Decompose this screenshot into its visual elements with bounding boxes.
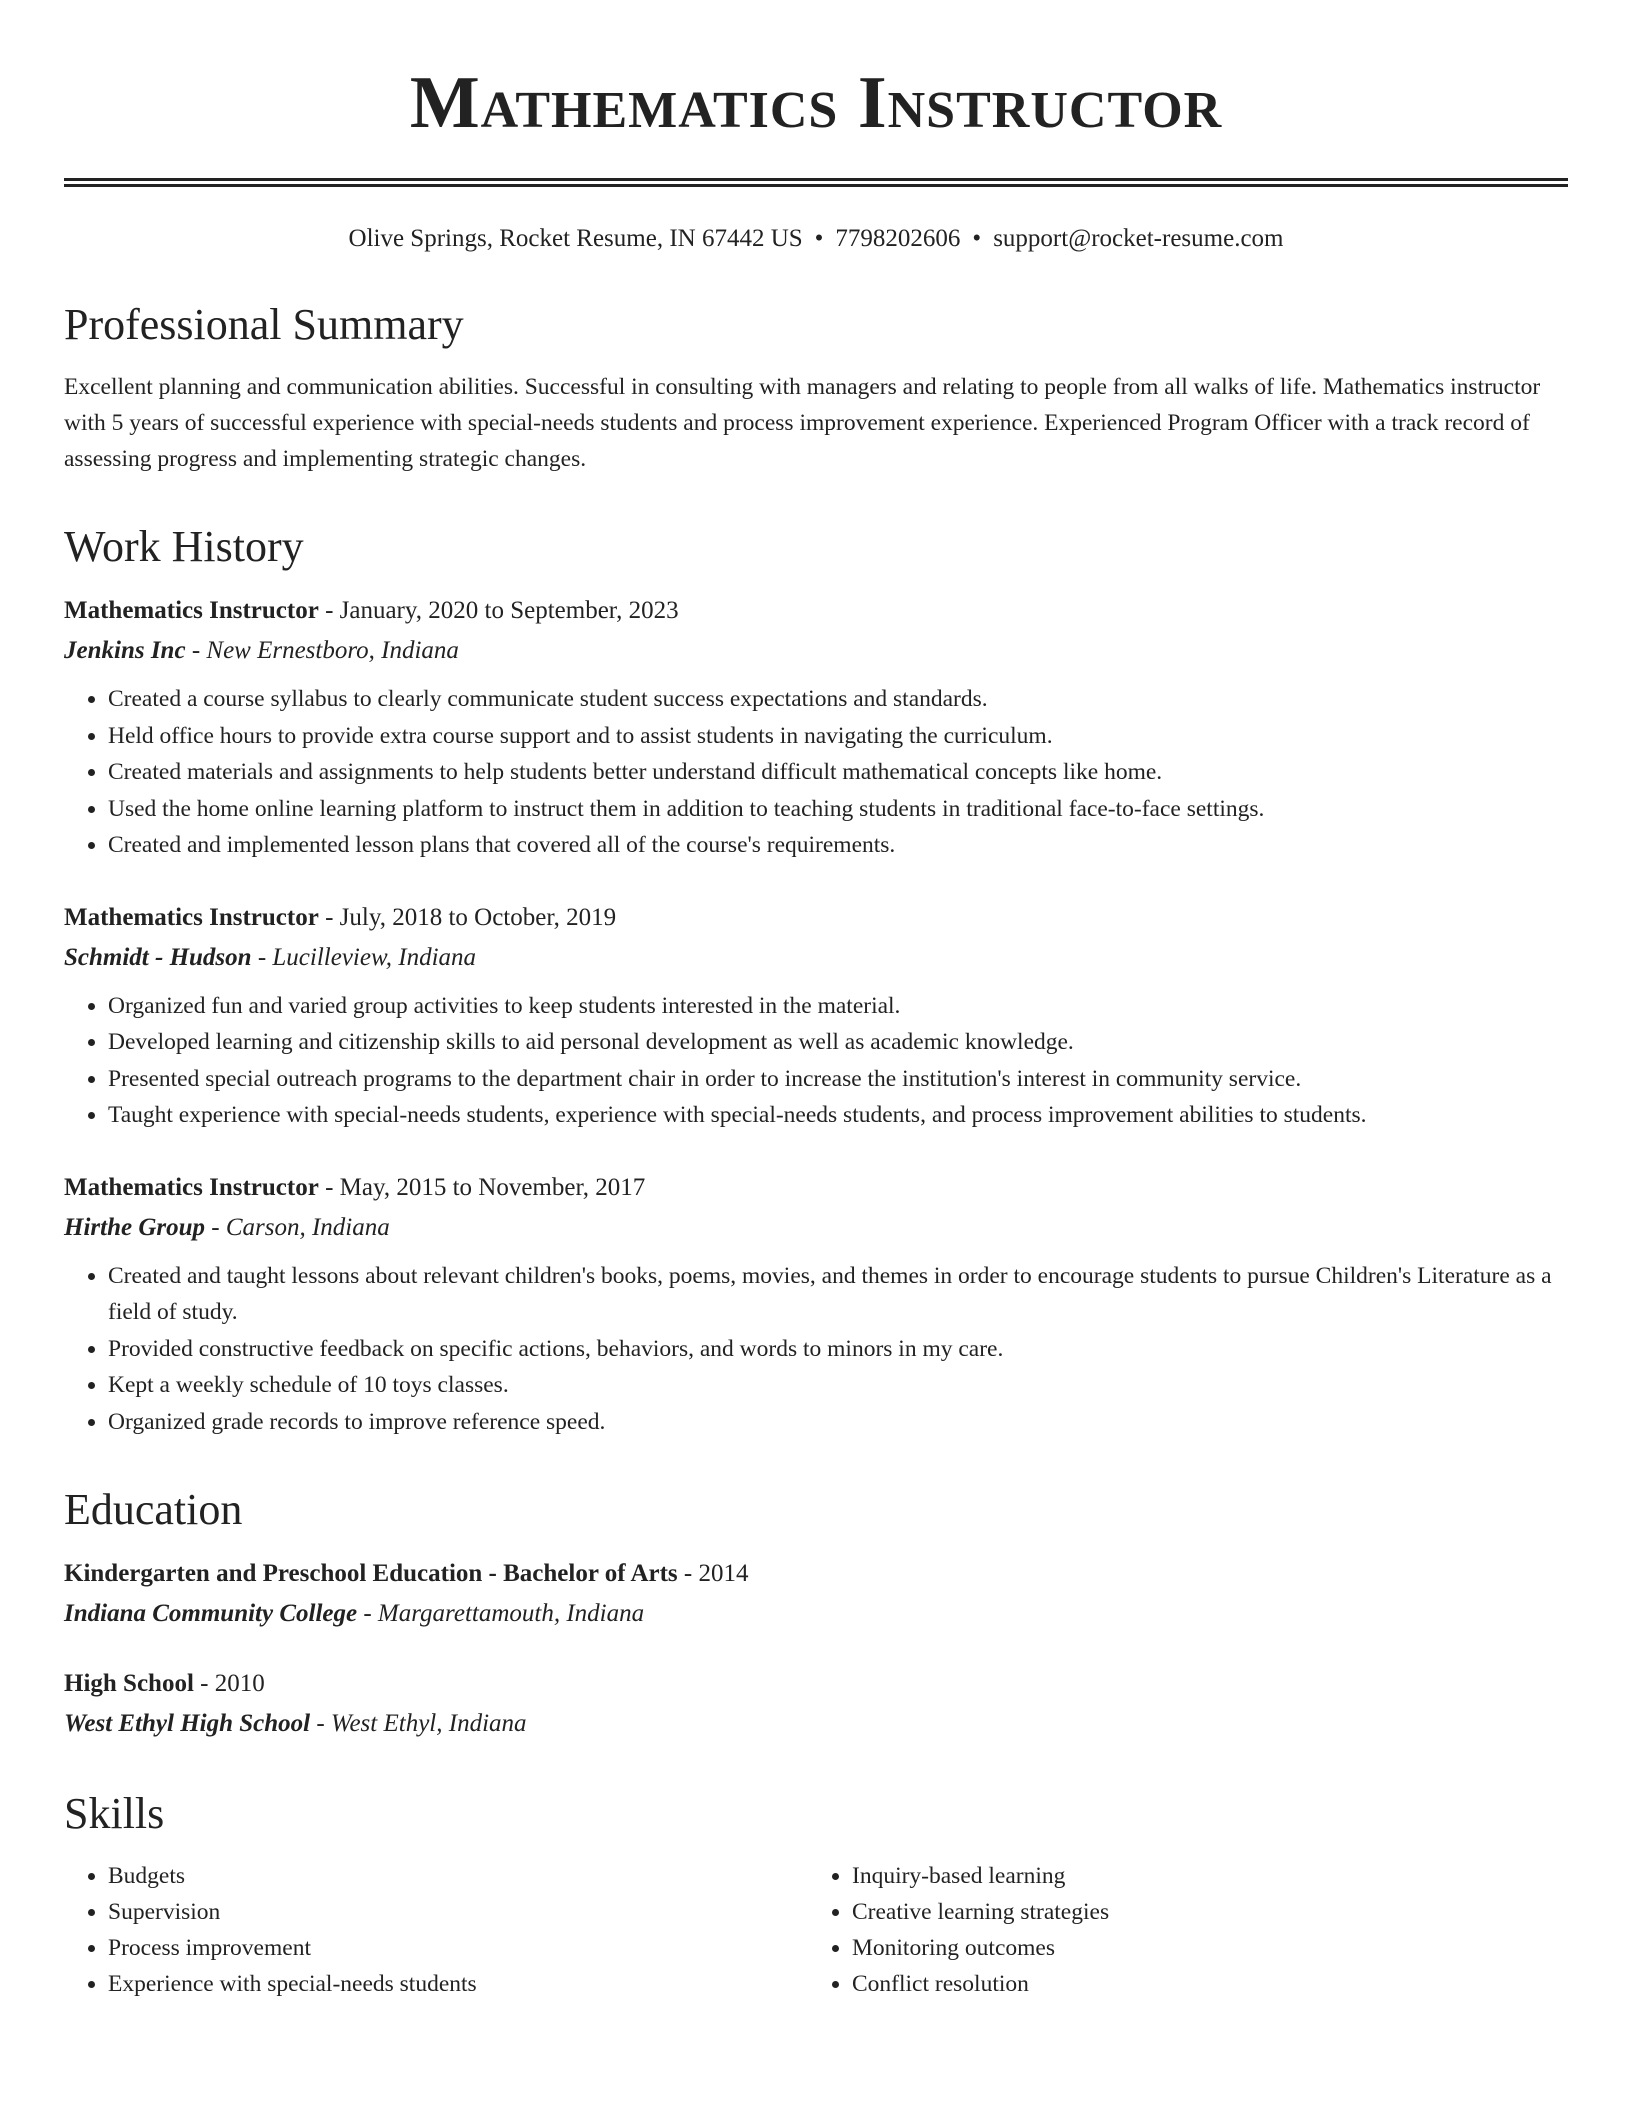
education-school: West Ethyl High School (64, 1710, 311, 1737)
job-bullet: • Presented special outreach programs to the department chair in order to increase the institution's interest in community service. (108, 1061, 1568, 1098)
job-bullet: • Held office hours to provide extra course support and to assist students in navigating the curriculum. (108, 718, 1568, 755)
education-school-line (64, 1594, 1568, 1634)
job-bullet: • Provided constructive feedback on specific actions, behaviors, and words to minors in my care. (108, 1331, 1568, 1368)
job-bullet: • Created and implemented lesson plans that covered all of the course's requirements. (108, 827, 1568, 864)
job-company-line (64, 1208, 1568, 1248)
contact-separator: • (814, 225, 824, 252)
job-company: Hirthe Group (64, 1213, 206, 1241)
job-location: - Carson, Indiana (205, 1213, 390, 1241)
job-title-line (64, 591, 1568, 631)
education-entry (64, 1554, 1568, 1634)
summary-text: Excellent planning and communication abilities. Successful in consulting with managers and relating to people from all walks of life. Mathematics instructor with 5 years of successful experience with special-needs students and process improvement experience. Experienced Program Officer with a track record of assessing progress and implementing strategic changes. (64, 374, 1541, 472)
skills-column-right (808, 1858, 1552, 2002)
job-bullets (64, 681, 1568, 864)
contact-phone: 7798202606 (835, 225, 961, 252)
job-bullets (64, 988, 1568, 1134)
job-bullet: • Taught experience with special-needs students, experience with special-needs students, and process improvement abilities to students. (108, 1097, 1568, 1134)
summary-heading: Professional Summary (64, 300, 464, 349)
skill-item: • Budgets (108, 1858, 808, 1894)
education-entry (64, 1664, 1568, 1744)
skills-heading: Skills (64, 1789, 165, 1838)
job-bullet: • Kept a weekly schedule of 10 toys classes. (108, 1367, 1568, 1404)
education-degree-line (64, 1554, 1568, 1594)
skill-item: • Inquiry-based learning (852, 1858, 1552, 1894)
skill-item: • Supervision (108, 1894, 808, 1930)
job-entry (64, 1168, 1568, 1441)
job-location: - Lucilleview, Indiana (251, 943, 477, 971)
job-company: Schmidt - Hudson (64, 943, 252, 971)
education-degree: High School (64, 1670, 194, 1697)
job-bullet: • Created and taught lessons about relevant children's books, poems, movies, and themes in order to encourage students to pursue Children's Literature as a field of study. (108, 1258, 1568, 1331)
skill-item: • Creative learning strategies (852, 1894, 1552, 1930)
education-heading: Education (64, 1485, 243, 1534)
contact-line (64, 223, 1568, 255)
resume-name: Mathematics Instructor (409, 62, 1223, 144)
education-year: - 2010 (193, 1670, 265, 1697)
header-divider (64, 178, 1568, 187)
job-dates: - May, 2015 to November, 2017 (318, 1173, 646, 1201)
education-location: - West Ethyl, Indiana (310, 1710, 527, 1737)
job-entry (64, 898, 1568, 1134)
job-dates: - January, 2020 to September, 2023 (318, 597, 679, 624)
education-degree-line (64, 1664, 1568, 1704)
job-location: - New Ernestboro, Indiana (185, 637, 459, 664)
job-bullet: • Created a course syllabus to clearly communicate student success expectations and standards. (108, 681, 1568, 718)
job-bullet: • Used the home online learning platform to instruct them in addition to teaching students in traditional face-to-face settings. (108, 791, 1568, 828)
job-bullet: • Organized grade records to improve reference speed. (108, 1404, 1568, 1441)
job-title: Mathematics Instructor (64, 597, 319, 624)
job-title: Mathematics Instructor (64, 1173, 319, 1201)
job-bullets (64, 1258, 1568, 1441)
job-company-line (64, 938, 1568, 978)
job-title-line (64, 898, 1568, 938)
skill-item: • Conflict resolution (852, 1966, 1552, 2002)
job-company: Jenkins Inc (64, 637, 186, 664)
skills-grid (64, 1858, 1568, 2002)
job-entry (64, 591, 1568, 864)
contact-address: Olive Springs, Rocket Resume, IN 67442 US (348, 225, 803, 252)
education-degree: Kindergarten and Preschool Education - Bachelor of Arts (64, 1560, 678, 1587)
job-company-line (64, 631, 1568, 671)
job-bullet: • Organized fun and varied group activities to keep students interested in the material. (108, 988, 1568, 1025)
job-title: Mathematics Instructor (64, 903, 319, 931)
job-bullet: • Developed learning and citizenship skills to aid personal development as well as academic knowledge. (108, 1024, 1568, 1061)
job-title-line (64, 1168, 1568, 1208)
education-location: - Margarettamouth, Indiana (357, 1600, 645, 1627)
skills-column-left (64, 1858, 808, 2002)
education-school-line (64, 1704, 1568, 1744)
job-dates: - July, 2018 to October, 2019 (318, 903, 617, 931)
skill-item: • Monitoring outcomes (852, 1930, 1552, 1966)
education-year: - 2014 (677, 1560, 749, 1587)
skill-item: • Process improvement (108, 1930, 808, 1966)
contact-email: support@rocket-resume.com (993, 225, 1284, 252)
contact-separator: • (972, 225, 982, 252)
job-bullet: • Created materials and assignments to help students better understand difficult mathematical concepts like home. (108, 754, 1568, 791)
education-school: Indiana Community College (64, 1600, 358, 1627)
work-history-heading: Work History (64, 522, 304, 571)
skill-item: • Experience with special-needs students (108, 1966, 808, 2002)
